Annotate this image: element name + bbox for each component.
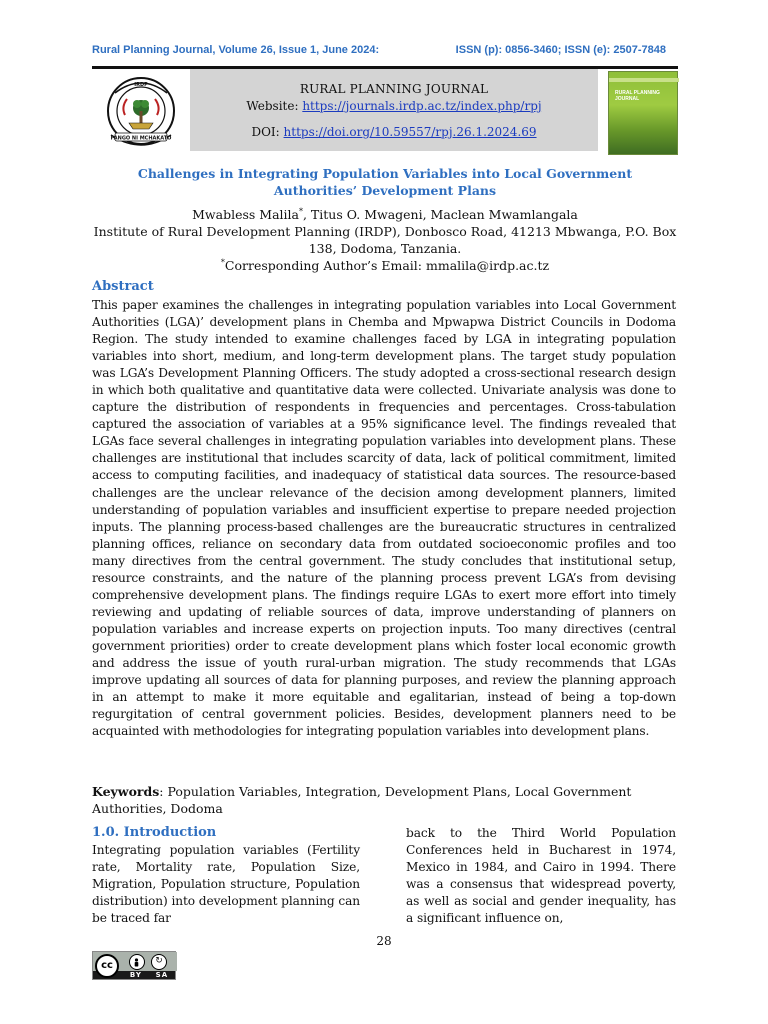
introduction-heading: 1.0. Introduction [92, 825, 217, 840]
author-list [92, 206, 678, 223]
keywords [92, 783, 676, 817]
paper-title [92, 165, 678, 199]
paper-title-line-2: Authorities’ Development Plans [273, 183, 497, 198]
corresponding-author [92, 257, 678, 274]
keywords-text: : Population Variables, Integration, Development Plans, Local Government Authorities, Dodoma [92, 784, 632, 816]
journal-name: RURAL PLANNING JOURNAL [299, 82, 489, 96]
institute-logo [92, 69, 190, 157]
abstract-body: This paper examines the challenges in integrating population variables into Local Government Authorities (LGA)’ development plans in Chemba and Mpwapwa District Councils in Dodoma Region. The study intended to examine challenges faced by LGA in integrating population variables into short, medium, and long-term development plans. The target study population was LGA’s Development Planning Officers. The study adopted a cross-sectional research design in which both qualitative and quantitative data were collected. Univariate analysis was done to capture the distribution of respondents in frequencies and percentages. Cross-tabulation captured the association of variables at a 95% significance level. The findings revealed that LGAs face several challenges in integrating population variables into development plans. These challenges are institutional that includes scarcity of data, lack of political commitment, limited access to computing facilities, and inadequacy of statistical data sources. The resource-based challenges are the unclear relevance of the decision among development planners, limited understanding of population variables and insufficient expertise to prepare needed projection inputs. The planning process-based challenges are the bureaucratic structures in centralized planning offices, reliance on secondary data from outdated socioeconomic profiles and too many directives from the central government. The study concludes that institutional setup, resource constraints, and the nature of the planning process prevent LGA’s from devising comprehensive development plans. The findings require LGAs to exert more effort into timely reviewing and updating of reliable sources of data, improve understanding of planners on population variables and increase experts on projection inputs. Too many directives (central government priorities) order to create development plans which foster local economic growth and address the issue of youth rural-urban migration. The study recommends that LGAs improve updating all sources of data for planning purposes, and review the planning approach in an attempt to make it more equitable and egalitarian, instead of being a top-down regurgitation of central government policies. Besides, development planners need to be acquainted with methodologies for integrating population variables into development plans. [92, 298, 676, 739]
doi-line [190, 124, 598, 141]
abstract-heading: Abstract [92, 279, 154, 294]
running-head-journal-issue: Rural Planning Journal, Volume 26, Issue 1, June 2024: [92, 44, 380, 56]
running-head [92, 44, 672, 60]
cc-license-badge[interactable] [92, 951, 176, 980]
attribution-person-icon [129, 954, 145, 970]
authors-rest: , Titus O. Mwageni, Maclean Mwamlangala [302, 207, 578, 222]
doi-label: DOI: [251, 125, 284, 139]
crest-icon [95, 71, 187, 155]
paper-title-line-1: Challenges in Integrating Population Variables into Local Government [137, 166, 633, 181]
author-1: Mwabless Malila [192, 207, 299, 222]
cover-title: RURAL PLANNING JOURNAL [615, 90, 660, 102]
website-link[interactable]: https://journals.irdp.ac.tz/index.php/rpj [302, 99, 542, 113]
introduction-right-column: back to the Third World Population Conferences held in Bucharest in 1974, Mexico in 1984, and Cairo in 1994. There was a consensus that widespread poverty, as well as social and gender inequality, has a significant influence on, [406, 826, 676, 926]
website-label: Website: [246, 99, 303, 113]
author-1-mark: * [298, 206, 303, 216]
doi-link[interactable]: https://doi.org/10.59557/rpj.26.1.2024.69 [283, 125, 537, 139]
website-line [190, 98, 598, 115]
masthead [92, 69, 678, 157]
journal-cover-thumbnail [608, 71, 678, 155]
cc-icon: cc [95, 954, 119, 978]
introduction-left-column: Integrating population variables (Fertility rate, Mortality rate, Population Size, Migration, Population structure, Population distribution) into development planning can be traced far [92, 843, 360, 926]
share-alike-icon: ↻ [151, 954, 167, 970]
running-head-issn: ISSN (p): 0856-3460; ISSN (e): 2507-7848 [455, 44, 666, 56]
cover-band [609, 78, 679, 82]
corresponding-email: Corresponding Author’s Email: mmalila@irdp.ac.tz [224, 258, 550, 273]
svg-text:PANGO NI MCHAKATO: PANGO NI MCHAKATO [110, 135, 172, 142]
page-number: 28 [376, 934, 392, 948]
cc-by-label: BY [129, 971, 142, 979]
svg-text:IRDP: IRDP [134, 82, 148, 88]
affiliation: Institute of Rural Development Planning (IRDP), Donbosco Road, 41213 Mbwanga, P.O. Box 138, Dodoma, Tanzania. [93, 224, 677, 256]
keywords-label: Keywords [92, 784, 160, 799]
cc-badge-labels [123, 971, 175, 980]
corresponding-mark: * [220, 257, 225, 267]
masthead-info-box [190, 69, 598, 151]
cc-sa-label: SA [155, 971, 169, 979]
